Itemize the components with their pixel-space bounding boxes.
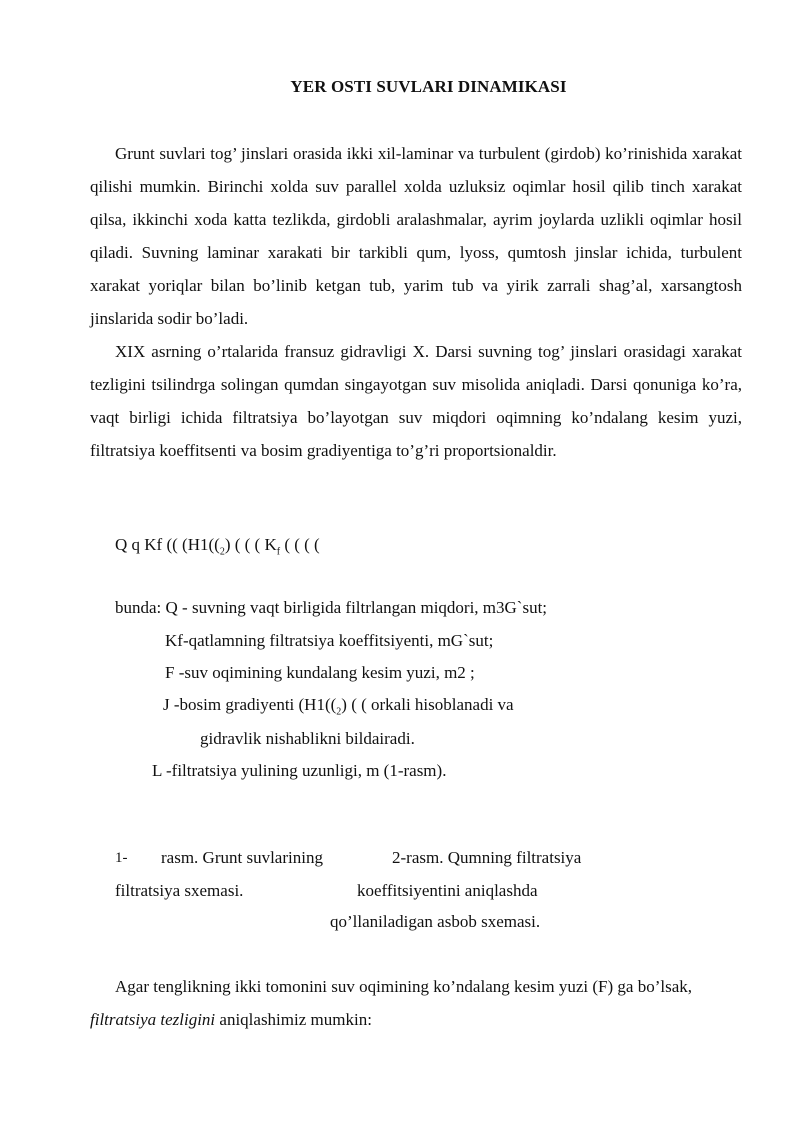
- figure2-caption-line2: koeffitsiyentini aniqlashda: [357, 881, 538, 900]
- paragraph-flow-types: Grunt suvlari tog’ jinslari orasida ikki xil-laminar va turbulent (girdob) ko’rinishida xarakat qilishi mumkin. Birinchi xolda suv parallel xolda uzluksiz oqimlar hosil qilib tinch xarakat qilsa, ikkinchi xoda katta tezlikda, girdobli aralashmalar, ayrim joylarda uzlikli oqimlar hosil qiladi. Suvning laminar xarakati bir tarkibli qum, lyoss, qumtosh jinslar ichida, turbulent xarakat yoriqlar bilan bo’linib ketgan tub, yarim tub va yirik zarrali shag’al, xarsangtosh jinslarida sodir bo’ladi.: [90, 144, 742, 328]
- definition-kf: Kf-qatlamning filtratsiya koeffitsiyenti, mG`sut;: [165, 631, 494, 650]
- paragraph-darcy-law: XIX asrning o’rtalarida fransuz gidravligi X. Darsi suvning tog’ jinslari orasidagi xarakat tezligini tsilindrga solingan qumdan singayotgan suv misolida aniqladi. Darsi qonuniga ko’ra, vaqt birligi ichida filtratsiya bo’layotgan suv miqdori oqimning ko’ndalang kesim yuzi, filtratsiya koeffitsenti va bosim gradiyentiga to’g’ri proportsionaldir.: [90, 342, 742, 460]
- term-filtration-velocity: filtratsiya tezligini: [90, 1010, 216, 1029]
- definition-j-continued: gidravlik nishablikni bildairadi.: [200, 729, 415, 748]
- figure1-number: 1-: [115, 850, 128, 866]
- definition-l: L -filtratsiya yulining uzunligi, m (1-rasm).: [152, 761, 447, 780]
- figure2-caption-line3: qo’llaniladigan asbob sxemasi.: [330, 912, 541, 931]
- darcy-formula: Q q Kf (( ($H1((_2)$ ( ( ( $K_f$ ( ( ( (: [115, 535, 320, 558]
- paragraph-filtration-velocity: Agar tenglikning ikki tomonini suv oqimining ko’ndalang kesim yuzi (F) ga bo’lsak,: [115, 977, 692, 996]
- paragraph-filtration-velocity-line2: filtratsiya tezligini aniqlashimiz mumkin:: [90, 1010, 372, 1029]
- figure1-caption-line2: filtratsiya sxemasi.: [115, 881, 244, 900]
- definition-f: F -suv oqimining kundalang kesim yuzi, m2 ;: [165, 663, 475, 682]
- definition-q: bunda: Q - suvning vaqt birligida filtrlangan miqdori, m3G`sut;: [115, 598, 548, 617]
- figure2-caption-line1: 2-rasm. Qumning filtratsiya: [392, 848, 582, 867]
- figure1-caption-line1: rasm. Grunt suvlarining: [161, 848, 323, 867]
- document-title: YER OSTI SUVLARI DINAMIKASI: [290, 77, 567, 96]
- definition-j: J -bosim gradiyenti ($H1((_2)$ ( ( orkali hisoblanadi va: [163, 695, 514, 718]
